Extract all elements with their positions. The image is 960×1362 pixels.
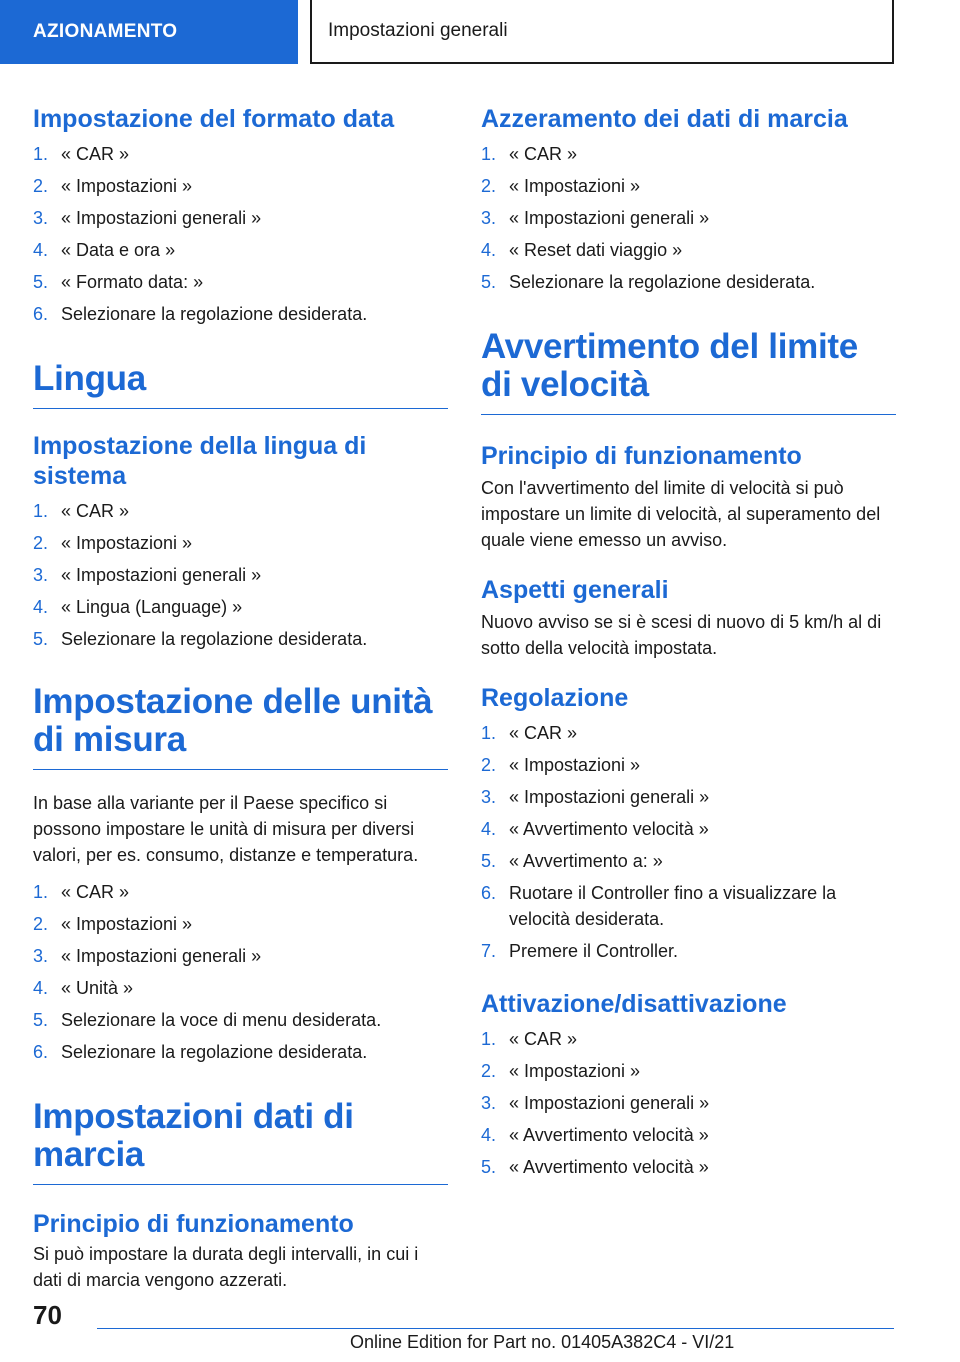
step-item bbox=[33, 495, 448, 527]
step-number: 2. bbox=[33, 533, 49, 553]
speed-setting-heading: Regolazione bbox=[481, 684, 629, 712]
step-number: 2. bbox=[33, 176, 49, 196]
step-text: « Impostazioni » bbox=[509, 755, 641, 775]
date-format-steps bbox=[33, 138, 448, 330]
page-header-title: Impostazioni generali bbox=[310, 0, 894, 64]
step-item bbox=[481, 1055, 896, 1087]
step-item bbox=[33, 908, 448, 940]
speed-activation-heading: Attivazione/disattivazione bbox=[481, 990, 787, 1018]
step-text: « Avvertimento velocità » bbox=[509, 819, 709, 839]
step-item bbox=[481, 1119, 896, 1151]
step-number: 4. bbox=[33, 978, 49, 998]
step-number: 6. bbox=[481, 883, 497, 903]
step-item bbox=[33, 138, 448, 170]
speed-setting-steps bbox=[481, 717, 896, 967]
step-item bbox=[33, 298, 448, 330]
step-number: 2. bbox=[481, 1061, 497, 1081]
step-number: 7. bbox=[481, 941, 497, 961]
step-text: Ruotare il Controller fino a visualizzare la velocità desiderata. bbox=[509, 883, 837, 929]
units-heading: Impostazione delle unità di misura bbox=[33, 683, 448, 770]
step-item bbox=[33, 234, 448, 266]
step-item bbox=[33, 1004, 448, 1036]
step-text: « CAR » bbox=[509, 1029, 578, 1049]
trip-sub-heading: Principio di funzionamento bbox=[33, 1210, 354, 1238]
lingua-heading: Lingua bbox=[33, 360, 448, 409]
step-number: 5. bbox=[481, 851, 497, 871]
step-text: « Impostazioni » bbox=[61, 914, 193, 934]
step-number: 4. bbox=[33, 240, 49, 260]
left-column bbox=[33, 100, 448, 1293]
right-column bbox=[481, 100, 896, 1183]
step-number: 1. bbox=[481, 723, 497, 743]
step-item bbox=[481, 1151, 896, 1183]
step-item bbox=[481, 234, 896, 266]
step-item bbox=[33, 266, 448, 298]
step-item bbox=[481, 781, 896, 813]
step-text: Selezionare la regolazione desiderata. bbox=[61, 1042, 368, 1062]
step-number: 4. bbox=[481, 240, 497, 260]
step-text: « Impostazioni generali » bbox=[509, 208, 710, 228]
step-text: Premere il Controller. bbox=[509, 941, 679, 961]
step-text: « Avvertimento velocità » bbox=[509, 1157, 709, 1177]
footer-divider bbox=[97, 1328, 894, 1329]
step-item bbox=[481, 202, 896, 234]
section-tab: AZIONAMENTO bbox=[0, 0, 298, 64]
page-number: 70 bbox=[33, 1300, 62, 1330]
trip-text: Si può impostare la durata degli intervalli, in cui i dati di marcia vengono azzerati. bbox=[33, 1244, 419, 1290]
step-number: 1. bbox=[481, 144, 497, 164]
step-number: 4. bbox=[33, 597, 49, 617]
step-number: 5. bbox=[33, 1010, 49, 1030]
step-text: « Impostazioni » bbox=[61, 176, 193, 196]
speed-activation-steps bbox=[481, 1023, 896, 1183]
step-item bbox=[481, 266, 896, 298]
step-text: « Impostazioni generali » bbox=[61, 208, 262, 228]
step-number: 3. bbox=[481, 787, 497, 807]
step-number: 3. bbox=[33, 946, 49, 966]
step-number: 3. bbox=[33, 208, 49, 228]
speed-principle-text: Con l'avvertimento del limite di velocità si può impostare un limite di velocità, al superamento del quale viene emesso un avviso. bbox=[481, 478, 881, 550]
step-number: 5. bbox=[33, 629, 49, 649]
step-item bbox=[481, 813, 896, 845]
units-steps bbox=[33, 876, 448, 1068]
step-item bbox=[33, 623, 448, 655]
step-item bbox=[33, 559, 448, 591]
step-number: 1. bbox=[33, 882, 49, 902]
step-item bbox=[33, 527, 448, 559]
step-item bbox=[33, 170, 448, 202]
step-text: « Impostazioni » bbox=[509, 176, 641, 196]
step-number: 5. bbox=[33, 272, 49, 292]
speed-principle-heading: Principio di funzionamento bbox=[481, 442, 802, 470]
step-number: 3. bbox=[481, 1093, 497, 1113]
step-number: 2. bbox=[481, 755, 497, 775]
lingua-steps bbox=[33, 495, 448, 655]
step-number: 2. bbox=[481, 176, 497, 196]
step-text: « Impostazioni generali » bbox=[61, 946, 262, 966]
step-text: « Impostazioni generali » bbox=[509, 1093, 710, 1113]
step-item bbox=[33, 202, 448, 234]
step-text: « CAR » bbox=[509, 723, 578, 743]
step-item bbox=[33, 972, 448, 1004]
units-intro: In base alla variante per il Paese specifico si possono impostare le unità di misura per diversi valori, per es. consumo, distanze e temperatura. bbox=[33, 793, 419, 865]
step-item bbox=[481, 1023, 896, 1055]
lingua-sub-heading: Impostazione della lingua di sistema bbox=[33, 432, 367, 490]
step-text: « Formato data: » bbox=[61, 272, 204, 292]
step-text: « CAR » bbox=[61, 144, 130, 164]
step-number: 1. bbox=[33, 144, 49, 164]
step-item bbox=[33, 940, 448, 972]
step-item bbox=[481, 935, 896, 967]
step-item bbox=[481, 1087, 896, 1119]
step-item bbox=[33, 876, 448, 908]
step-text: « Unità » bbox=[61, 978, 134, 998]
edition-text: Online Edition for Part no. 01405A382C4 - VI/21 bbox=[350, 1332, 735, 1352]
speed-heading: Avvertimento del limite di velocità bbox=[481, 328, 896, 415]
step-text: « Avvertimento velocità » bbox=[509, 1125, 709, 1145]
step-text: « Lingua (Language) » bbox=[61, 597, 243, 617]
step-item bbox=[481, 170, 896, 202]
step-number: 4. bbox=[481, 1125, 497, 1145]
step-text: « Data e ora » bbox=[61, 240, 176, 260]
step-text: Selezionare la regolazione desiderata. bbox=[61, 304, 368, 324]
step-number: 1. bbox=[481, 1029, 497, 1049]
date-format-heading: Impostazione del formato data bbox=[33, 105, 395, 133]
step-text: « Impostazioni generali » bbox=[61, 565, 262, 585]
step-text: « CAR » bbox=[61, 882, 130, 902]
step-text: Selezionare la regolazione desiderata. bbox=[61, 629, 368, 649]
step-number: 3. bbox=[33, 565, 49, 585]
step-text: « Avvertimento a: » bbox=[509, 851, 663, 871]
step-item bbox=[481, 877, 896, 935]
trip-heading: Impostazioni dati di marcia bbox=[33, 1098, 448, 1185]
step-text: Selezionare la regolazione desiderata. bbox=[509, 272, 816, 292]
step-number: 4. bbox=[481, 819, 497, 839]
step-number: 1. bbox=[33, 501, 49, 521]
step-number: 5. bbox=[481, 1157, 497, 1177]
step-text: « Impostazioni generali » bbox=[509, 787, 710, 807]
step-text: « Reset dati viaggio » bbox=[509, 240, 683, 260]
reset-heading: Azzeramento dei dati di marcia bbox=[481, 105, 848, 133]
step-text: « CAR » bbox=[61, 501, 130, 521]
step-text: Selezionare la voce di menu desiderata. bbox=[61, 1010, 382, 1030]
step-number: 6. bbox=[33, 304, 49, 324]
step-item bbox=[481, 749, 896, 781]
step-item bbox=[33, 591, 448, 623]
step-number: 6. bbox=[33, 1042, 49, 1062]
step-number: 5. bbox=[481, 272, 497, 292]
step-item bbox=[33, 1036, 448, 1068]
step-number: 3. bbox=[481, 208, 497, 228]
step-text: « Impostazioni » bbox=[509, 1061, 641, 1081]
reset-steps bbox=[481, 138, 896, 298]
step-number: 2. bbox=[33, 914, 49, 934]
step-item bbox=[481, 717, 896, 749]
step-text: « CAR » bbox=[509, 144, 578, 164]
speed-general-heading: Aspetti generali bbox=[481, 576, 669, 604]
step-text: « Impostazioni » bbox=[61, 533, 193, 553]
step-item bbox=[481, 138, 896, 170]
step-item bbox=[481, 845, 896, 877]
speed-general-text: Nuovo avviso se si è scesi di nuovo di 5 km/h al di sotto della velocità impostata. bbox=[481, 612, 882, 658]
